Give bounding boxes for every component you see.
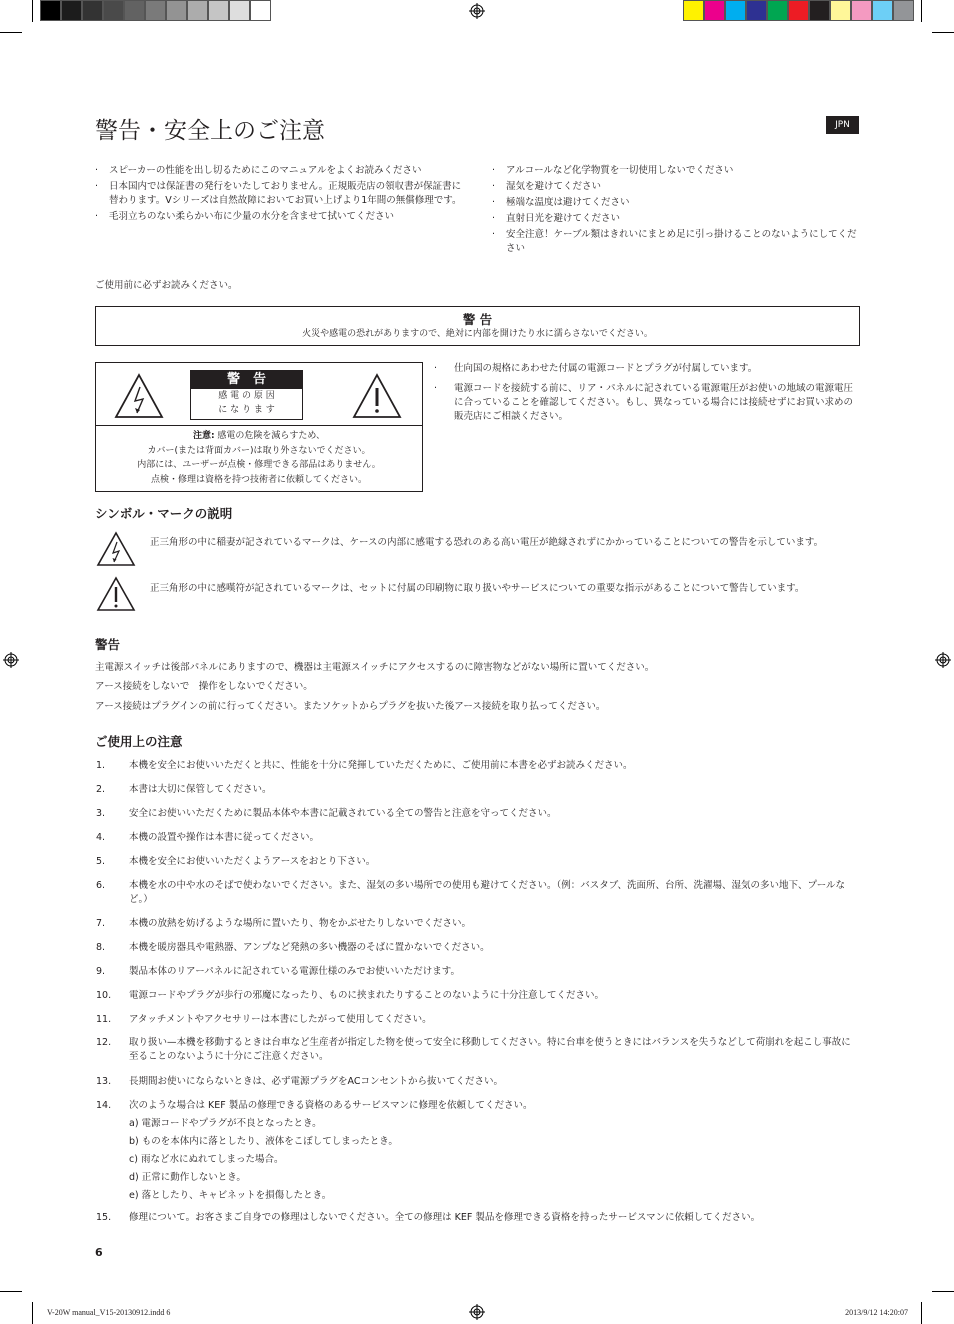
item-text: 長期間お使いにならないときは、必ず電源プラグをACコンセントから抜いてください。 xyxy=(129,1076,503,1087)
list-item xyxy=(96,1099,856,1205)
power-notes xyxy=(434,362,854,424)
crop-mark xyxy=(932,32,954,33)
gray-swatch xyxy=(124,0,145,21)
gray-swatch xyxy=(187,0,208,21)
intro-item: アルコールなど化学物質を一切使用しないでください xyxy=(506,165,734,176)
sub-item: d) 正常に動作しないとき。 xyxy=(129,1172,246,1183)
gray-swatch xyxy=(61,0,82,21)
list-item xyxy=(96,759,856,773)
list-item xyxy=(96,965,856,979)
read-first-note: ご使用前に必ずお読みください。 xyxy=(95,280,238,291)
crop-mark xyxy=(0,32,22,33)
bullet-dot: · xyxy=(434,363,438,374)
gray-swatch xyxy=(40,0,61,21)
item-number: 10. xyxy=(96,990,112,1001)
lightning-triangle-icon xyxy=(96,531,136,567)
lightning-triangle-icon xyxy=(114,373,164,419)
item-number: 3. xyxy=(96,808,106,819)
gray-swatch xyxy=(250,0,271,21)
registration-mark-icon xyxy=(469,1304,485,1320)
exclamation-triangle-icon xyxy=(352,373,402,419)
item-text: 本機の放熱を妨げるような場所に置いたり、物をかぶせたりしないでください。 xyxy=(129,918,472,929)
usage-heading: ご使用上の注意 xyxy=(95,734,183,749)
intro-item: スピーカーの性能を出し切るためにこのマニュアルをよくお読みください xyxy=(109,165,422,176)
caution-line: 点検・修理は資格を持つ技術者に依頼してください。 xyxy=(150,474,367,485)
item-text: 次のような場合は KEF 製品の修理できる資格のあるサービスマンに修理を依頼してください。 xyxy=(129,1100,533,1111)
warning-line: アース接続はプラグインの前に行ってください。またソケットからプラグを抜いた後アース接続を取り払ってください。 xyxy=(95,701,606,712)
list-item xyxy=(96,1075,856,1089)
item-number: 13. xyxy=(96,1076,112,1087)
caution-line: 感電の危険を減らすため、 xyxy=(214,431,326,441)
list-item xyxy=(96,807,856,821)
bullet-dot: · xyxy=(492,229,496,240)
item-number: 6. xyxy=(96,880,106,891)
color-swatch xyxy=(767,0,788,21)
gray-swatch xyxy=(103,0,124,21)
warning-box-title: 警 告 xyxy=(462,312,493,327)
bullet-dot: · xyxy=(492,213,496,224)
item-number: 14. xyxy=(96,1100,112,1111)
page-title: 警告・安全上のご注意 xyxy=(95,118,325,144)
bullet-dot: · xyxy=(434,383,438,394)
caution-line: 内部には、ユーザーが点検・修理できる部品はありません。 xyxy=(137,460,381,470)
bullet-dot: · xyxy=(492,197,496,208)
caution-label-sub: 感 電 の 原 因 xyxy=(218,391,275,401)
item-text: 製品本体のリアーパネルに記されている電源仕様のみでお使いいただけます。 xyxy=(129,966,460,977)
list-item xyxy=(96,879,856,907)
intro-item: 直射日光を避けてください xyxy=(506,213,621,224)
item-text: 本書は大切に保管してください。 xyxy=(129,784,272,795)
footer-file: V-20W manual_V15-20130912.indd 6 xyxy=(47,1308,171,1317)
item-text: 電源コードやプラグが歩行の邪魔になったり、ものに挟まれたりすることのないように十分注意してください。 xyxy=(129,990,605,1001)
list-item xyxy=(96,783,856,797)
item-number: 7. xyxy=(96,918,106,929)
warning-box-text: 火災や感電の恐れがありますので、絶対に内部を開けたり水に濡らさないでください。 xyxy=(302,329,653,339)
item-text: 安全にお使いいただくために製品本体や本書に記載されている全ての警告と注意を守ってください。 xyxy=(129,808,557,819)
caution-bold: 注意: xyxy=(192,431,215,441)
color-swatch xyxy=(872,0,893,21)
caution-line: カバー(または背面カバー)は取り外さないでください。 xyxy=(147,445,371,456)
item-number: 5. xyxy=(96,856,106,867)
color-swatch xyxy=(746,0,767,21)
list-item xyxy=(96,1036,856,1064)
language-badge: JPN xyxy=(826,116,859,134)
warning-line: アース接続をしないで 操作をしないでください。 xyxy=(95,681,313,692)
gray-swatch xyxy=(166,0,187,21)
caution-label-divider xyxy=(96,425,422,426)
item-text: 取り扱い—本機を移動するときは台車など生産者が指定した物を使って安全に移動してください。特に台車を使うときにはバランスを失うなどして荷崩れを起こし事故に至ることのないように十分にご注意ください。 xyxy=(129,1037,851,1062)
intro-left xyxy=(95,164,465,224)
color-swatch xyxy=(851,0,872,21)
intro-item: 湿気を避けてください xyxy=(506,181,602,192)
intro-item: 日本国内では保証書の発行をいたしておりません。正規販売店の領収書が保証書に替わります。Vシリーズは自然故障においてお買い上げより1年間の無償修理です。 xyxy=(109,181,462,206)
bullet-dot: · xyxy=(492,165,496,176)
item-text: 本機を水の中や水のそばで使わないでください。また、湿気の多い場所での使用も避けてください。（例：バスタブ、洗面所、台所、洗濯場、湿気の多い地下、プールなど。） xyxy=(129,880,846,905)
color-swatch xyxy=(809,0,830,21)
intro-item: 毛羽立ちのない柔らかい布に少量の水分を含ませて拭いてください xyxy=(109,211,395,222)
registration-mark-icon xyxy=(935,652,951,668)
caution-label-text xyxy=(96,429,422,487)
item-text: アタッチメントやアクセサリーは本書にしたがって使用してください。 xyxy=(129,1014,432,1025)
item-text: 本機を安全にお使いいただくと共に、性能を十分に発揮していただくために、ご使用前に本書を必ずお読みください。 xyxy=(129,760,633,771)
item-number: 1. xyxy=(96,760,106,771)
sub-item: e) 落としたり、キャビネットを損傷したとき。 xyxy=(129,1190,332,1201)
intro-item: 安全注意！ケーブル類はきれいにまとめ足に引っ掛けることのないようにしてください xyxy=(506,229,857,254)
color-swatch xyxy=(788,0,809,21)
list-item xyxy=(96,917,856,931)
item-number: 2. xyxy=(96,784,106,795)
list-item xyxy=(96,941,856,955)
footer-datetime: 2013/9/12 14:20:07 xyxy=(845,1308,908,1317)
gray-swatch xyxy=(208,0,229,21)
caution-label-title: 警 告 xyxy=(191,371,302,389)
item-number: 15. xyxy=(96,1212,112,1223)
crop-mark xyxy=(32,1302,33,1324)
bullet-dot: · xyxy=(95,211,99,222)
item-text: 本機を暖房器具や電熱器、アンプなど発熱の多い機器のそばに置かないでください。 xyxy=(129,942,490,953)
color-swatch xyxy=(725,0,746,21)
crop-mark xyxy=(32,0,33,22)
warnings-heading: 警告 xyxy=(95,637,121,652)
exclamation-triangle-icon xyxy=(96,576,136,612)
bullet-dot: · xyxy=(95,165,99,176)
intro-right xyxy=(492,164,859,256)
item-number: 11. xyxy=(96,1014,112,1025)
power-note: 仕向国の規格にあわせた付属の電源コードとプラグが付属しています。 xyxy=(454,363,758,374)
item-number: 4. xyxy=(96,832,106,843)
bullet-dot: · xyxy=(95,181,99,192)
crop-mark xyxy=(932,1291,954,1292)
intro-item: 極端な温度は避けてください xyxy=(506,197,630,208)
item-number: 8. xyxy=(96,942,106,953)
caution-label-center xyxy=(190,370,303,420)
gray-swatch xyxy=(145,0,166,21)
gray-swatch xyxy=(229,0,250,21)
color-swatch xyxy=(683,0,704,21)
list-item xyxy=(96,831,856,845)
item-number: 9. xyxy=(96,966,106,977)
page-number: 6 xyxy=(95,1246,103,1259)
registration-mark-icon xyxy=(469,3,485,19)
sub-item: a) 電源コードやプラグが不良となったとき。 xyxy=(129,1118,322,1129)
warning-box xyxy=(95,306,860,346)
color-swatch xyxy=(893,0,914,21)
bullet-dot: · xyxy=(492,181,496,192)
list-item xyxy=(96,1013,856,1027)
caution-label-sub: に な り ま す xyxy=(218,405,275,415)
item-text: 本機を安全にお使いいただくようアースをおとり下さい。 xyxy=(129,856,376,867)
crop-mark xyxy=(0,1291,22,1292)
power-note: 電源コードを接続する前に、リア・パネルに記されている電源電圧がお使いの地域の電源電圧に合っていることを確認してください。もし、異なっている場合には接続せずにお買い求めの販売店にご相談ください。 xyxy=(454,383,854,422)
item-text: 修理について。お客さまご自身での修理はしないでください。全ての修理は KEF 製品を修理できる資格を持ったサービスマンに依頼してください。 xyxy=(129,1212,761,1223)
gray-swatch xyxy=(82,0,103,21)
sub-item: c) 雨など水にぬれてしまった場合。 xyxy=(129,1154,284,1165)
list-item xyxy=(96,989,856,1003)
lightning-description: 正三角形の中に稲妻が記されているマークは、ケースの内部に感電する恐れのある高い電圧が絶縁されずにかかっていることについての警告を示しています。 xyxy=(150,537,824,548)
item-text: 本機の設置や操作は本書に従ってください。 xyxy=(129,832,320,843)
list-item xyxy=(96,855,856,869)
warning-line: 主電源スイッチは後部パネルにありますので、機器は主電源スイッチにアクセスするのに障害物などがない場所に置いてください。 xyxy=(95,662,655,673)
color-swatch xyxy=(704,0,725,21)
exclamation-description: 正三角形の中に感嘆符が記されているマークは、セットに付属の印刷物に取り扱いやサービスについての重要な指示があることについて警告しています。 xyxy=(150,583,805,594)
list-item xyxy=(96,1211,856,1225)
symbols-heading: シンボル・マークの説明 xyxy=(95,506,233,521)
sub-item: b) ものを本体内に落としたり、液体をこぼしてしまったとき。 xyxy=(129,1136,398,1147)
color-swatch xyxy=(830,0,851,21)
caution-label xyxy=(95,362,423,492)
crop-mark xyxy=(921,1302,922,1324)
registration-mark-icon xyxy=(3,652,19,668)
crop-mark xyxy=(921,0,922,22)
item-number: 12. xyxy=(96,1037,112,1048)
